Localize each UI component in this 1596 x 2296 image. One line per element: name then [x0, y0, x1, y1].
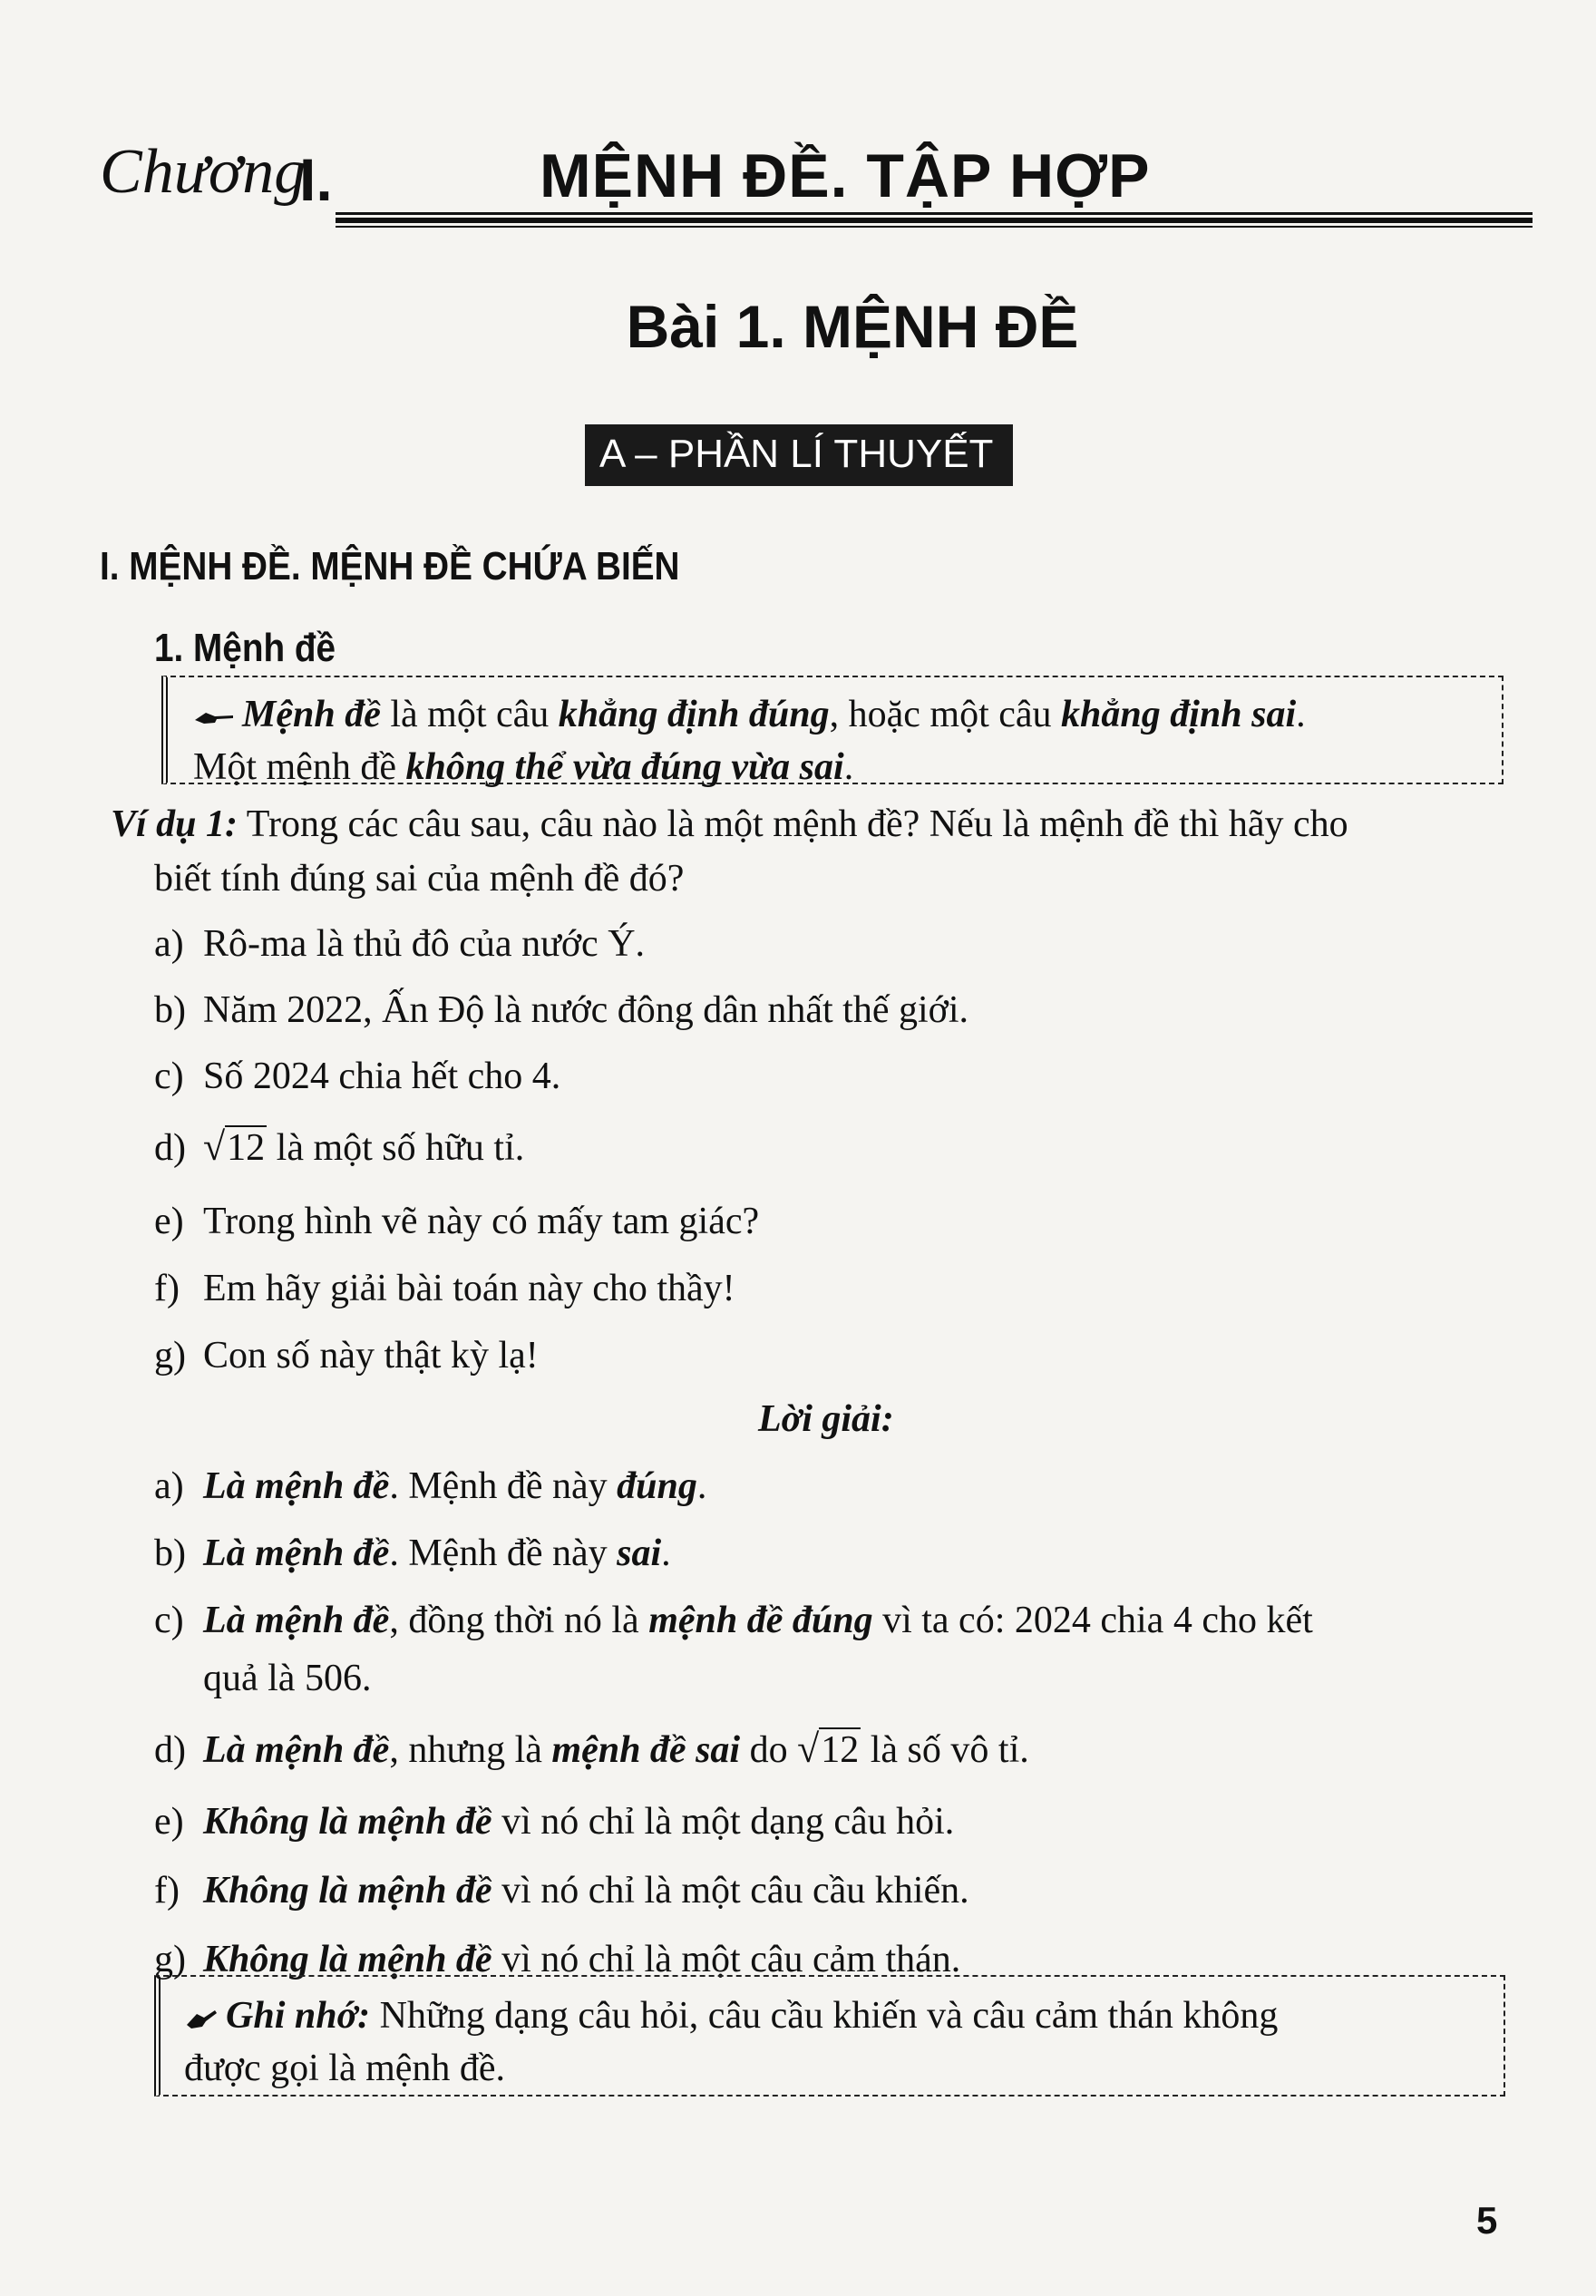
solution-item-c: c) Là mệnh đề, đồng thời nó là mệnh đề đúng vì ta có: 2024 chia 4 cho kết — [154, 1600, 1313, 1641]
sqrt-expression: √12 — [797, 1727, 860, 1771]
note-box — [154, 1975, 1505, 2097]
definition-text-2: , hoặc một câu — [829, 694, 1062, 735]
definition-line2-plain: Một mệnh đề — [193, 746, 406, 788]
section-heading: I. MỆNH ĐỀ. MỆNH ĐỀ CHỨA BIẾN — [100, 544, 680, 589]
solution-item-g: g) Không là mệnh đề vì nó chỉ là một câu cảm thán. — [154, 1939, 961, 1980]
lesson-title: Bài 1. MỆNH ĐỀ — [626, 293, 1079, 360]
note-line-2: được gọi là mệnh đề. — [184, 2048, 506, 2089]
solution-item-d: d) Là mệnh đề, nhưng là mệnh đề sai do √12 là số vô tỉ. — [154, 1723, 1029, 1776]
solution-item-e: e) Không là mệnh đề vì nó chỉ là một dạng câu hỏi. — [154, 1801, 955, 1843]
definition-text-3: . — [1296, 694, 1306, 735]
part-label: A – PHẦN LÍ THUYẾT — [585, 424, 1013, 486]
note-text-1: Những dạng câu hỏi, câu cầu khiến và câu cảm thán không — [370, 1995, 1279, 2037]
example-question-text: Trong các câu sau, câu nào là một mệnh đề? Nếu là mệnh đề thì hãy cho — [238, 803, 1348, 845]
definition-box — [161, 676, 1504, 788]
sqrt-expression: √12 — [203, 1124, 266, 1169]
example-item: c) Số 2024 chia hết cho 4. — [154, 1056, 561, 1097]
example-item: d) √12 là một số hữu tỉ. — [154, 1121, 524, 1174]
example-label: Ví dụ 1: — [111, 803, 238, 845]
chapter-underline — [336, 210, 1533, 230]
definition-term: Mệnh đề — [242, 694, 381, 735]
example-item: e) Trong hình vẽ này có mấy tam giác? — [154, 1201, 760, 1242]
sub-heading: 1. Mệnh đề — [154, 626, 336, 670]
example-item: f) Em hãy giải bài toán này cho thầy! — [154, 1268, 735, 1309]
definition-text-1: là một câu — [380, 694, 559, 735]
definition-emph-1: khẳng định đúng — [558, 694, 830, 735]
solution-item-c-continued: quả là 506. — [203, 1658, 372, 1699]
pointing-hand-icon — [193, 707, 235, 727]
chapter-number: I. — [299, 146, 333, 213]
chapter-title: MỆNH ĐỀ. TẬP HỢP — [540, 141, 1151, 210]
definition-line-2 — [193, 741, 1502, 793]
example-item: g) Con số này thật kỳ lạ! — [154, 1335, 539, 1377]
definition-line2-emph: không thể vừa đúng vừa sai — [405, 746, 844, 788]
solution-heading: Lời giải: — [758, 1398, 894, 1440]
note-label: Ghi nhớ: — [226, 1995, 371, 2037]
example-question-line-2: biết tính đúng sai của mệnh đề đó? — [154, 858, 685, 900]
solution-item-f: f) Không là mệnh đề vì nó chỉ là một câu cầu khiến. — [154, 1870, 969, 1912]
definition-line-1 — [193, 688, 1502, 741]
definition-line2-end: . — [843, 746, 854, 788]
example-item: b) Năm 2022, Ấn Độ là nước đông dân nhất thế giới. — [154, 989, 969, 1031]
solution-item-b: b) Là mệnh đề. Mệnh đề này sai. — [154, 1532, 671, 1574]
writing-hand-icon — [184, 2007, 219, 2030]
example-question-line-1 — [111, 798, 1348, 851]
chapter-word: Chương — [100, 137, 307, 207]
solution-item-a: a) Là mệnh đề. Mệnh đề này đúng. — [154, 1465, 707, 1507]
page-number: 5 — [1476, 2199, 1498, 2242]
note-line-1 — [184, 1990, 1504, 2042]
definition-emph-2: khẳng định sai — [1061, 694, 1297, 735]
example-item: a) Rô-ma là thủ đô của nước Ý. — [154, 923, 646, 965]
